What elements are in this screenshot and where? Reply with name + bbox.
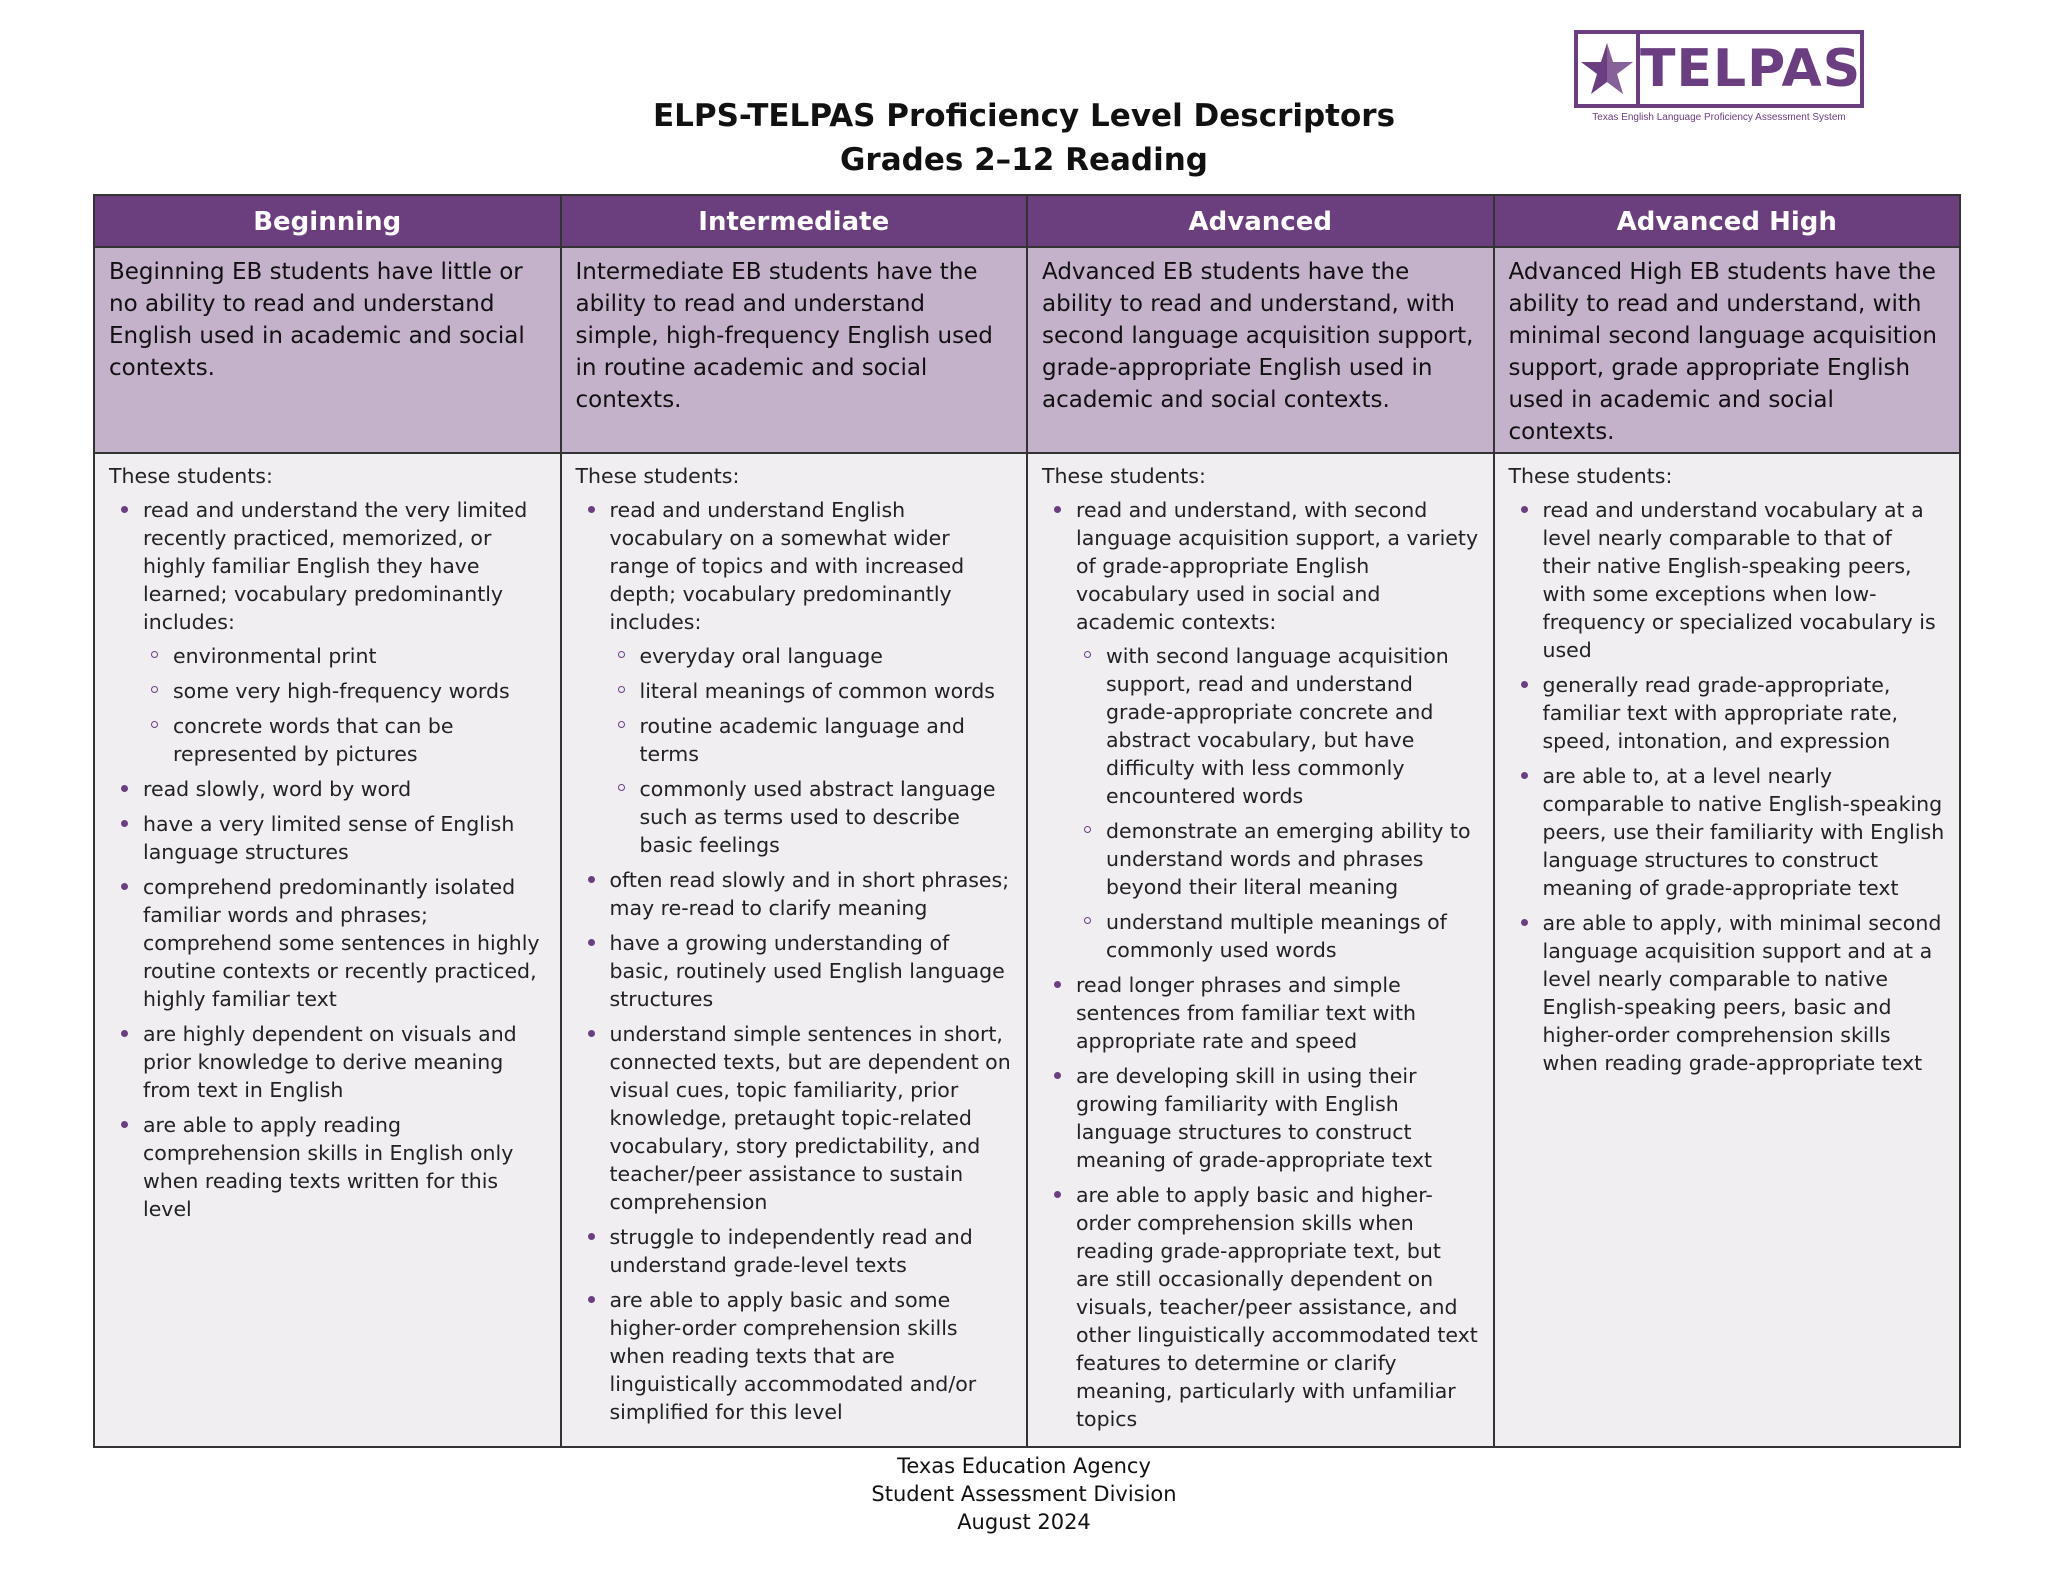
sub-text: commonly used abstract language such as terms used to describe basic feelings [639,777,996,857]
bullet-text: are developing skill in using their growing familiarity with English language structures to construct meaning of grade-appropriate text [1076,1064,1433,1172]
bullet-icon [1054,981,1061,988]
list-item [129,496,546,768]
sub-text: routine academic language and terms [639,714,965,766]
column-heading: Advanced [1027,195,1494,247]
details-cell [94,453,561,1447]
circle-bullet-icon [151,651,158,658]
list-item [1062,1181,1479,1433]
bullet-text: read and understand English vocabulary on a somewhat wider range of topics and with increased depth; vocabulary predominantly includes: [609,498,965,634]
sub-item [616,642,1013,670]
logo-tagline: Texas English Language Proficiency Assessment System [1592,112,1846,123]
list-item [129,873,546,1013]
circle-bullet-icon [1084,826,1091,833]
sub-list [143,642,546,768]
list-item [1062,496,1479,964]
sub-item [149,712,546,768]
details-cell [1494,453,1961,1447]
bullet-icon [121,506,128,513]
page-title: ELPS-TELPAS Proficiency Level Descriptors [652,98,1396,134]
bullet-text: are able to apply basic and some higher-order comprehension skills when reading texts that are linguistically accommodated and/or simplified for this level [609,1288,977,1424]
descriptor-table [93,194,1961,1448]
bullet-text: read and understand, with second language acquisition support, a variety of grade-appropriate English vocabulary used in social and academic contexts: [1076,498,1479,634]
bullet-icon [121,820,128,827]
sub-item [1082,817,1479,901]
sub-text: everyday oral language [639,644,883,668]
circle-bullet-icon [618,651,625,658]
lead-text: These students: [1042,464,1206,488]
bullet-text: read slowly, word by word [143,777,412,801]
bullet-icon [588,939,595,946]
star-icon [1578,40,1636,98]
bullet-text: generally read grade-appropriate, familiar text with appropriate rate, speed, intonation, and expression [1542,673,1898,753]
circle-bullet-icon [618,784,625,791]
bullet-icon [121,1030,128,1037]
list-item [596,496,1013,859]
list-item [129,1020,546,1104]
circle-bullet-icon [1084,651,1091,658]
bullet-icon [121,883,128,890]
bullet-text: read and understand vocabulary at a level nearly comparable to that of their native English-speaking peers, with some exceptions when low-frequency or specialized vocabulary is used [1542,498,1936,662]
list-item [596,1223,1013,1279]
sub-list [610,642,1013,859]
bullet-icon [1521,772,1528,779]
bullet-text: are able to apply, with minimal second language acquisition support and at a level nearly comparable to native English-speaking peers, basic and higher-order comprehension skills when reading grade-appropriate text [1542,911,1942,1075]
sub-item [1082,908,1479,964]
summary-cell: Beginning EB students have little or no ability to read and understand English used in academic and social contexts. [94,247,561,453]
details-row [94,453,1960,1447]
list-item [1062,971,1479,1055]
list-item [1529,762,1946,902]
footer-date: August 2024 [957,1510,1091,1534]
bullet-icon [1521,506,1528,513]
bullet-icon [588,1030,595,1037]
footer-agency: Texas Education Agency [897,1454,1151,1478]
bullet-icon [1521,681,1528,688]
sub-item [616,775,1013,859]
logo-wordmark: TELPAS [1640,39,1862,99]
bullet-text: are able to apply reading comprehension skills in English only when reading texts written for this level [143,1113,514,1221]
bullet-list [576,496,1013,1426]
list-item [596,1020,1013,1216]
list-item [1062,1062,1479,1174]
bullet-icon [588,876,595,883]
bullet-text: have a growing understanding of basic, routinely used English language structures [609,931,1005,1011]
sub-text: literal meanings of common words [639,679,995,703]
list-item [129,775,546,803]
list-item [1529,909,1946,1077]
bullet-text: are highly dependent on visuals and prior knowledge to derive meaning from text in English [143,1022,517,1102]
bullet-icon [588,1296,595,1303]
bullet-list [1042,496,1479,1433]
bullet-icon [1054,506,1061,513]
sub-text: demonstrate an emerging ability to understand words and phrases beyond their literal meaning [1106,819,1471,899]
bullet-text: are able to, at a level nearly comparable to native English-speaking peers, use their familiarity with English language structures to construct meaning of grade-appropriate text [1542,764,1945,900]
page-subtitle: Grades 2–12 Reading [839,142,1208,178]
bullet-icon [588,506,595,513]
list-item [1529,671,1946,755]
bullet-icon [1521,919,1528,926]
circle-bullet-icon [1084,917,1091,924]
circle-bullet-icon [618,721,625,728]
bullet-text: read and understand the very limited recently practiced, memorized, or highly familiar English they have learned; vocabulary predominantly includes: [143,498,528,634]
bullet-text: are able to apply basic and higher-order comprehension skills when reading grade-appropriate text, but are still occasionally dependent on visuals, teacher/peer assistance, and other linguistically accommodated text features to determine or clarify meaning, particularly with unfamiliar topics [1076,1183,1478,1431]
sub-list [1076,642,1479,964]
circle-bullet-icon [151,721,158,728]
lead-text: These students: [575,464,740,488]
bullet-text: comprehend predominantly isolated familiar words and phrases; comprehend some sentences in highly routine contexts or recently practiced, highly familiar text [143,875,540,1011]
list-item [129,810,546,866]
summary-cell: Advanced High EB students have the ability to read and understand, with minimal second language acquisition support, grade appropriate English used in academic and social contexts. [1494,247,1961,453]
bullet-text: struggle to independently read and understand grade-level texts [609,1225,973,1277]
bullet-icon [1054,1072,1061,1079]
bullet-text: have a very limited sense of English language structures [143,812,515,864]
bullet-icon [121,1121,128,1128]
circle-bullet-icon [618,686,625,693]
bullet-icon [1054,1191,1061,1198]
sub-item [149,642,546,670]
column-heading: Advanced High [1494,195,1961,247]
summary-row [94,247,1960,453]
column-heading: Beginning [94,195,561,247]
list-item [596,1286,1013,1426]
sub-item [1082,642,1479,810]
bullet-text: read longer phrases and simple sentences from familiar text with appropriate rate and speed [1076,973,1417,1053]
header-row [94,195,1960,247]
bullet-list [109,496,546,1223]
list-item [596,866,1013,922]
list-item [596,929,1013,1013]
circle-bullet-icon [151,686,158,693]
bullet-text: understand simple sentences in short, connected texts, but are dependent on visual cues, topic familiarity, prior knowledge, pretaught topic-related vocabulary, story predictability, and teacher/peer assistance to sustain comprehension [609,1022,1011,1214]
list-item [1529,496,1946,664]
lead-text: These students: [109,464,273,488]
bullet-list [1509,496,1946,1077]
bullet-icon [588,1233,595,1240]
bullet-icon [121,785,128,792]
details-cell [561,453,1028,1447]
bullet-text: often read slowly and in short phrases; may re-read to clarify meaning [609,868,1010,920]
sub-text: environmental print [173,644,377,668]
sub-text: understand multiple meanings of commonly used words [1106,910,1447,962]
footer-division: Student Assessment Division [871,1482,1177,1506]
details-cell [1027,453,1494,1447]
lead-text: These students: [1508,464,1673,488]
sub-text: with second language acquisition support, read and understand grade-appropriate concrete and abstract vocabulary, but have difficulty with less commonly encountered words [1106,644,1449,808]
sub-text: some very high-frequency words [173,679,510,703]
sub-item [149,677,546,705]
summary-cell: Intermediate EB students have the ability to read and understand simple, high-frequency English used in routine academic and social contexts. [561,247,1028,453]
summary-cell: Advanced EB students have the ability to read and understand, with second language acquisition support, grade-appropriate English used in academic and social contexts. [1027,247,1494,453]
column-heading: Intermediate [561,195,1028,247]
list-item [129,1111,546,1223]
sub-item [616,677,1013,705]
sub-item [616,712,1013,768]
sub-text: concrete words that can be represented by pictures [173,714,454,766]
